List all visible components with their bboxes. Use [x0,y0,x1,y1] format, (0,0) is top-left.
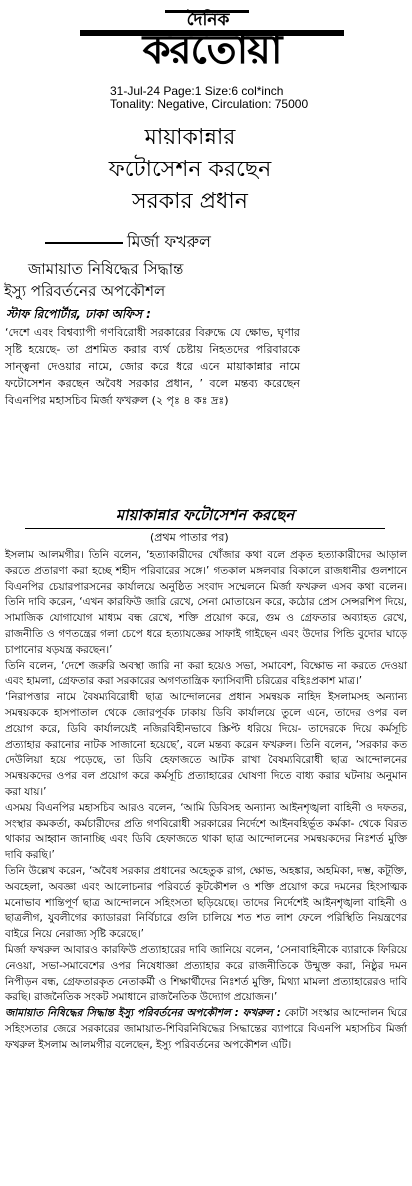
masthead-title: করতোয়া [142,27,282,73]
headline-line-2: ফটোসেশন করছেন [108,157,272,182]
headline-line-1: মায়াকান্নার [144,125,236,150]
subheadline-2: ইস্যু পরিবর্তনের অপকৌশল [4,282,166,300]
continuation-title: মায়াকান্নার ফটোসেশন করছেন [115,506,295,524]
body-paragraph-1: ইসলাম আলমগীর। তিনি বলেন, ‘হত্যাকারীদের খোঁজার কথা বলে প্রকৃত হত্যাকারীদের আড়াল করতে প্রতারণা করা হচ্ছে শহীদ পরিবারের সঙ্গে।’ গতকাল মঙ্গলবার বিকালে রাজধানীর গুলশানে বিএনপির চেয়ারপারসনের কার্যালয়ে অনুষ্ঠিত সংবাদ সম্মেলনে মির্জা ফখরুল এসব কথা বলেন। তিনি দাবি করেন, ‘এখন কারফিউ জারি রেখে, সেনা মোতায়েন করে, কঠোর প্রেস সেন্সরশিপ দিয়ে, সামাজিক যোগাযোগ মাধ্যম বন্ধ রেখে, শক্তি প্রয়োগ করে, গুম ও গ্রেফতার অব্যাহত রেখে, রাজনীতি ও গণতন্ত্রের গলা চেপে ধরে হত্যাযজ্ঞের সাফাই গাইছেন এবং উদোর পিন্ডি বুদোর ঘাড়ে চাপানোর ষড়যন্ত্র করছেন।’ [5,549,407,656]
body-paragraph-4: এসময় বিএনপির মহাসচিব আরও বলেন, ‘আমি ডিবিসহ অন্যান্য আইনশৃঙ্খলা বাহিনী ও দফতর, সংস্থার কমকর্তা, কর্মচারীদের প্রতি গণবিরোধী সরকারের নির্দেশে আইনবহির্ভূত কর্মকা- থেকে বিরত থাকার আহ্বান জানাচ্ছি এবং ডিবি হেফাজতে থাকা ছাত্র আন্দোলনের সমন্বয়কদের নিঃশর্ত মুক্তি দাবি করছি।’ [5,801,407,862]
masthead [0,0,412,80]
lead-paragraph: ‘দেশে এবং বিশ্বব্যাপী গণবিরোধী সরকারের বিরুদ্ধে যে ক্ষোভ, ঘৃণার সৃষ্টি হয়েছে- তা প্রশমিত করার ব্যর্থ চেষ্টায় নিহতদের পরিবারকে সান্ত্বনা দেওয়ার নামে, জোর করে ধরে এনে মায়াকান্নার নামে ফটোসেশন করছেন অবৈধ সরকার প্রধান, ’ বলে মন্তব্য করেছেন বিএনপির মহাসচিব মির্জা ফখরুল (২ পৃঃ ৪ কঃ দ্রঃ) [5,326,300,407]
staff-reporter-line: স্টাফ রিপোর্টার, ঢাকা অফিস : [6,307,151,321]
body-paragraph-7-text: কোটা সংস্কার আন্দোলন ঘিরে সহিংসতার জেরে সরকারের জামায়াত-শিবিরনিষিদ্ধের সিদ্ধান্তের ব্যাপারে বিএনপি মহাসচিব মির্জা ফখরুল ইসলাম আলমগীর বলেছেন, ইস্যু পরিবর্তনের অপকৌশল এটি। [5,1007,407,1051]
byline [45,230,345,254]
article-body [5,548,407,1054]
byline-dash [45,242,123,244]
continuation-from: (প্রথম পাতার পর) [150,531,229,544]
body-paragraph-5: তিনি উল্লেখ করেন, ‘অবৈধ সরকার প্রধানের অহেতুক রাগ, ক্ষোভ, অহঙ্কার, অহমিকা, দম্ভ, কটূক্তি, অবহেলা, অবজ্ঞা এবং আলোচনার পরিবর্তে কূটকৌশল ও শক্তি প্রয়োগ করে দমনের হিংসাত্মক মনোভাব শান্তিপূর্ণ ছাত্র আন্দোলনে সহিংসতা ছড়িয়েছে। তাদের নির্দেশেই আইনশৃঙ্খলা বাহিনী ও ছাত্রলীগ, যুবলীগের ক্যাডাররা নির্বিচারে গুলি চালিয়ে শত শত লাশ ফেলে পরিস্থিতি নিয়ন্ত্রণের বাইরে নিয়ে নেরাজ্য সৃষ্টি করেছে।’ [5,864,407,941]
subheadline-1: জামায়াত নিষিদ্ধের সিদ্ধান্ত [28,260,184,278]
headline [40,122,340,218]
body-paragraph-6: মির্জা ফখরুল আবারও কারফিউ প্রত্যাহারের দাবি জানিয়ে বলেন, ‘সেনাবাহিনীকে ব্যারাকে ফিরিয়ে নেওয়া, সভা-সমাবেশের ওপর নিষেধাজ্ঞা প্রত্যাহার করে রাজনীতিকে উন্মুক্ত করা, নিষ্ঠুর দমন নিপীড়ন বন্ধ, গ্রেফতারকৃত নেতাকর্মী ও শিক্ষার্থীদের নিঃশর্ত মুক্তি, মিথ্যা মামলা প্রত্যাহারেরও দাবি করছি। রাজনৈতিক সংকট সমাধানে রাজনৈতিক উদ্যোগ প্রয়োজন।’ [5,943,407,1004]
body-paragraph-7-lead: জামায়াত নিষিদ্ধের সিদ্ধান্ত ইস্যু পরিবর্তনের অপকৌশল : ফখরুল : [5,1007,281,1020]
meta-line-1: 31-Jul-24 Page:1 Size:6 col*inch [110,84,284,98]
body-paragraph-2: তিনি বলেন, ‘দেশে জরুরি অবস্থা জারি না করা হয়েও সভা, সমাবেশ, বিক্ষোভ না করতে দেওয়া এবং হামলা, গ্রেফতার করা সরকারের অগণতান্ত্রিক ফ্যাসিবাদী চরিত্রের বহিঃপ্রকাশ মাত্র।’ [5,659,407,688]
continuation-rule [25,528,385,529]
byline-name: মির্জা ফখরুল [127,232,211,251]
body-paragraph-7 [5,1006,407,1053]
body-paragraph-3: ‘নিরাপত্তার নামে বৈষম্যবিরোধী ছাত্র আন্দোলনের প্রধান সমন্বয়ক নাহিদ ইসলামসহ অন্যান্য সমন্বয়ককে হাসপাতাল থেকে জোরপূর্বক ঢাকায় ডিবি কার্যালয়ে তুলে এনে, তাদের ওপর বল প্রয়োগ করে, ডিবি কার্যালয়েই নজিরবিহীনভাবে স্ক্রিপ্ট ধরিয়ে দিয়ে- তাদেরকে দিয়ে কর্মসূচি প্রত্যাহার করানোর নাটক সাজানো হয়েছে’, বলে মন্তব্য করেন ফখরুল। তিনি বলেন, ‘সরকার কত দেউলিয়া হয়ে পড়েছে, তা ডিবি হেফাজতে আটক রাখা বৈষম্যবিরোধী ছাত্র আন্দোলনের সমন্বয়কদের ওপর বল প্রয়োগ করে কর্মসূচি প্রত্যাহারের ঘোষণা দিতে বাধ্য করার ঘটনায় অনুমান করা যায়।’ [5,691,407,798]
clipping-meta [110,85,410,111]
headline-line-3: সরকার প্রধান [132,189,248,214]
meta-line-2: Tonality: Negative, Circulation: 75000 [110,97,309,111]
masthead-small: দৈনিক [186,10,230,30]
